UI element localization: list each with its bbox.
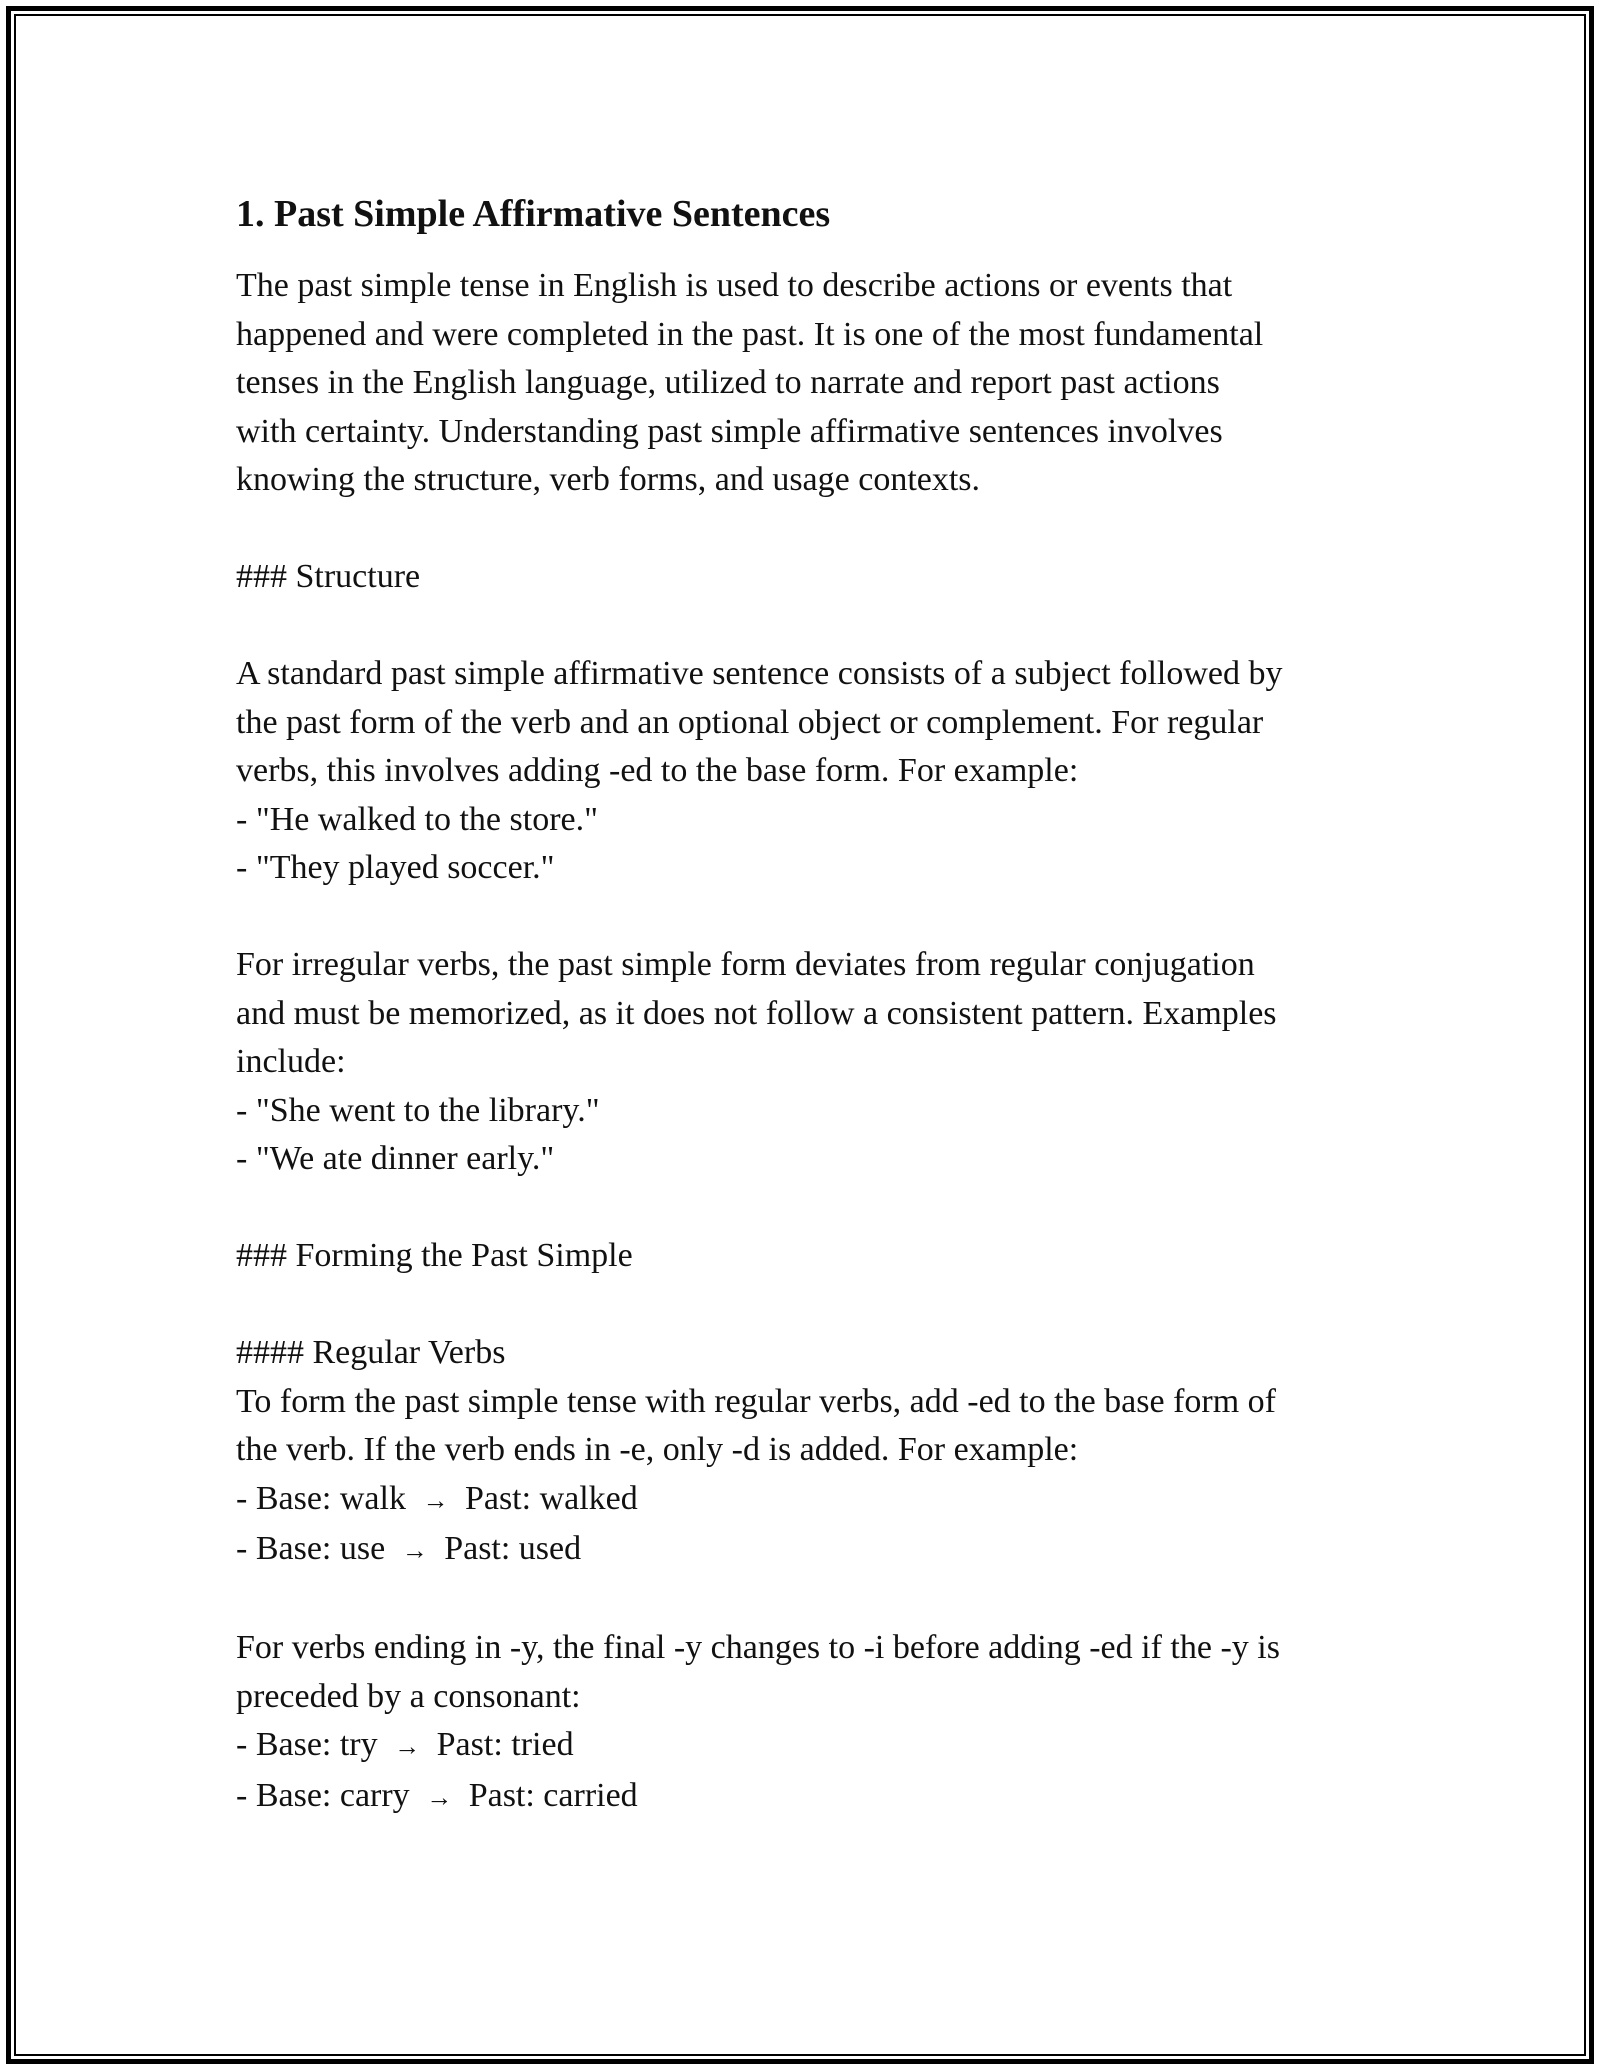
paragraph-line: include: <box>236 1043 346 1080</box>
paragraph-line: verbs, this involves adding -ed to the base form. For example: <box>236 752 1079 789</box>
paragraph-line: preceded by a consonant: <box>236 1677 581 1715</box>
paragraph-line: knowing the structure, verb forms, and usage contexts. <box>236 461 981 498</box>
paragraph-line: To form the past simple tense with regular verbs, add -ed to the base form of <box>236 1382 1276 1420</box>
paragraph-line: A standard past simple affirmative sentence consists of a subject followed by <box>236 655 1283 692</box>
paragraph-line: tenses in the English language, utilized to narrate and report past actions <box>236 364 1220 401</box>
paragraph-line: the past form of the verb and an optional object or complement. For regular <box>236 703 1264 741</box>
document-page <box>236 186 1396 1822</box>
paragraph-line: happened and were completed in the past. It is one of the most fundamental <box>236 315 1264 353</box>
example-item <box>236 1525 1396 1576</box>
arrow-icon: → <box>401 1536 428 1565</box>
regular-paragraph <box>236 1378 1396 1576</box>
example-item: - "They played soccer." <box>236 849 555 886</box>
example-past: Past: used <box>444 1530 582 1567</box>
document-title: 1. Past Simple Affirmative Sentences <box>236 193 831 235</box>
example-item <box>236 1721 1396 1772</box>
blank-line <box>236 893 1396 942</box>
example-past: Past: tried <box>436 1726 574 1763</box>
y-ending-paragraph <box>236 1624 1396 1822</box>
example-item <box>236 1772 1396 1823</box>
section-heading-structure: ### Structure <box>236 558 421 595</box>
example-base: - Base: carry <box>236 1776 410 1814</box>
structure-paragraph <box>236 650 1396 893</box>
example-base: - Base: try <box>236 1726 378 1763</box>
blank-line <box>236 602 1396 651</box>
blank-line <box>236 1281 1396 1330</box>
paragraph-line: For irregular verbs, the past simple form deviates from regular conjugation <box>236 946 1255 983</box>
blank-line <box>236 1576 1396 1625</box>
example-item: - "We ate dinner early." <box>236 1140 555 1177</box>
arrow-icon: → <box>394 1732 421 1761</box>
blank-line <box>236 505 1396 554</box>
blank-line <box>236 1184 1396 1233</box>
paragraph-line: For verbs ending in -y, the final -y changes to -i before adding -ed if the -y is <box>236 1629 1280 1666</box>
arrow-icon: → <box>422 1485 449 1515</box>
section-heading-forming: ### Forming the Past Simple <box>236 1237 633 1274</box>
paragraph-line: the verb. If the verb ends in -e, only -d is added. For example: <box>236 1431 1079 1468</box>
paragraph-line: with certainty. Understanding past simple affirmative sentences involves <box>236 412 1223 450</box>
subsection-heading-regular-verbs: #### Regular Verbs <box>236 1334 506 1371</box>
example-item: - "He walked to the store." <box>236 800 598 838</box>
example-past: Past: carried <box>468 1776 638 1814</box>
arrow-icon: → <box>426 1782 453 1812</box>
paragraph-line: and must be memorized, as it does not follow a consistent pattern. Examples <box>236 994 1277 1032</box>
example-past: Past: walked <box>464 1479 638 1517</box>
example-item: - "She went to the library." <box>236 1091 600 1129</box>
example-item <box>236 1475 1396 1526</box>
paragraph-line: The past simple tense in English is used to describe actions or events that <box>236 267 1233 304</box>
intro-paragraph <box>236 262 1396 505</box>
example-base: - Base: use <box>236 1530 386 1567</box>
example-base: - Base: walk <box>236 1479 406 1517</box>
irregular-paragraph <box>236 941 1396 1184</box>
